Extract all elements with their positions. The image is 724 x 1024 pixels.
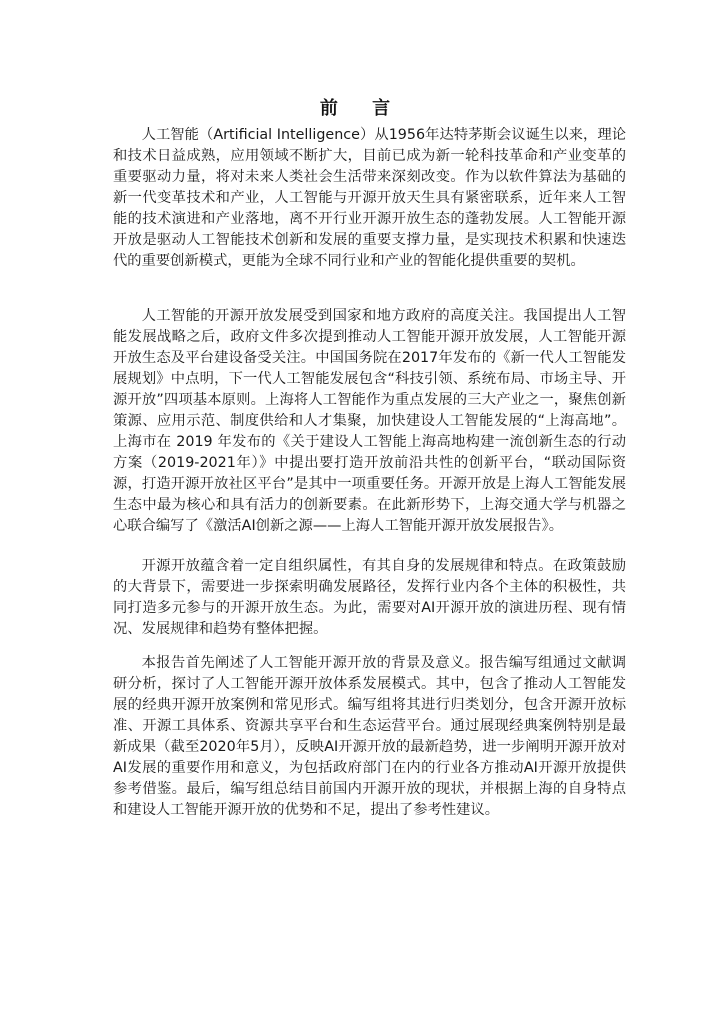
paragraph-2: 人工智能的开源开放发展受到国家和地方政府的高度关注。我国提出人工智能发展战略之后，政府文件多次提到推动人工智能开源开放发展，人工智能开源开放生态及平台建设备受关注。中国国务院在2017年发布的《新一代人工智能发展规划》中点明，下一代人工智能发展包含“科技引领、系统布局、市场主导、开源开放”四项基本原则。上海将人工智能作为重点发展的三大产业之一，聚焦创新策源、应用示范、制度供给和人才集聚，加快建设人工智能发展的“上海高地”。上海市在 2019 年发布的《关于建设人工智能上海高地构建一流创新生态的行动方案（2019-2021年）》中提出要打造开放前沿共性的创新平台，“联动国际资源，打造开源开放社区平台”是其中一项重要任务。开源开放是上海人工智能发展生态中最为核心和具有活力的创新要素。在此新形势下，上海交通大学与机器之心联合编写了《激活AI创新之源——上海人工智能开源开放发展报告》。 [113,308,626,534]
paragraph-1: 人工智能（Artificial Intelligence）从1956年达特茅斯会议诞生以来，理论和技术日益成熟，应用领域不断扩大，目前已成为新一轮科技革命和产业变革的重要驱动力量，将对未来人类社会生活带来深刻改变。作为以软件算法为基础的新一代变革技术和产业，人工智能与开源开放天生具有紧密联系，近年来人工智能的技术演进和产业落地，离不开行业开源开放生态的蓬勃发展。人工智能开源开放是驱动人工智能技术创新和发展的重要支撑力量，是实现技术积累和快速迭代的重要创新模式，更能为全球不同行业和产业的智能化提供重要的契机。 [113,127,626,269]
paragraph-4: 本报告首先阐述了人工智能开源开放的背景及意义。报告编写组通过文献调研分析，探讨了人工智能开源开放体系发展模式。其中，包含了推动人工智能发展的经典开源开放案例和常见形式。编写组将其进行归类划分，包含开源开放标准、开源工具体系、资源共享平台和生态运营平台。通过展现经典案例特别是最新成果（截至2020年5月），反映AI开源开放的最新趋势，进一步阐明开源开放对AI发展的重要作用和意义，为包括政府部门在内的行业各方推动AI开源开放提供参考借鉴。最后，编写组总结目前国内开源开放的现状，并根据上海的自身特点和建设人工智能开源开放的优势和不足，提出了参考性建议。 [113,655,626,818]
paragraph-3: 开源开放蕴含着一定自组织属性，有其自身的发展规律和特点。在政策鼓励的大背景下，需要进一步探索明确发展路径，发挥行业内各个主体的积极性，共同打造多元参与的开源开放生态。为此，需要对AI开源开放的演进历程、现有情况、发展规律和趋势有整体把握。 [113,558,626,637]
page-title: 前 言 [319,98,405,119]
